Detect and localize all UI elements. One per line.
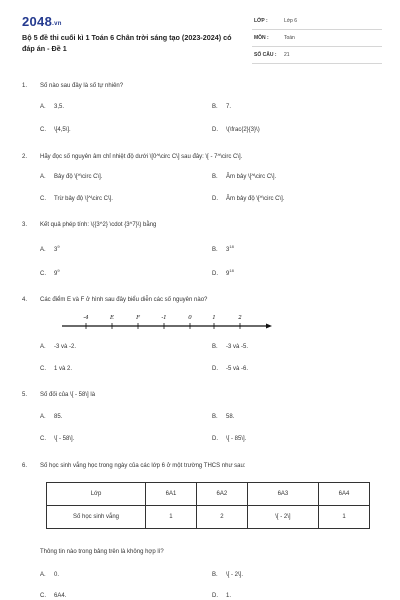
question-stem: Các điểm E và F ở hình sau đây biểu diễn các số nguyên nào? xyxy=(40,297,208,303)
q1-option-a[interactable]: A. 3,5. xyxy=(40,104,65,110)
table-cell: Lớp xyxy=(47,483,146,506)
q6-option-b[interactable]: B. \[ - 2\]. xyxy=(212,572,244,578)
q2-option-a[interactable]: A. Bảy độ \[^\circ C\]. xyxy=(40,174,103,180)
q5-option-b[interactable]: B. 58. xyxy=(212,414,235,420)
table-row xyxy=(47,506,370,529)
q5-option-c[interactable]: C. \[ - 58\]. xyxy=(40,436,75,442)
arrow-icon xyxy=(266,324,272,329)
q2-option-d[interactable]: D. Âm bảy độ \[^\circ C\]. xyxy=(212,196,285,202)
tick-label: 2 xyxy=(238,315,242,321)
q3-option-d[interactable]: D. $9^{18}$ xyxy=(212,268,234,277)
page-header xyxy=(0,0,400,70)
q2-option-c[interactable]: C. Trừ bảy độ \[^\circ C\]. xyxy=(40,196,113,202)
absence-table xyxy=(46,482,370,529)
table-cell: 1 xyxy=(319,506,370,529)
q6-option-d[interactable]: D. 1. xyxy=(212,593,232,599)
table-cell: 2 xyxy=(196,506,247,529)
table-cell: 6A2 xyxy=(196,483,247,506)
q1-option-d[interactable]: D. \(\frac{2}{3}\) xyxy=(212,127,260,133)
table-cell: \[ - 2\] xyxy=(247,506,318,529)
table-cell: 6A3 xyxy=(247,483,318,506)
q2-option-b[interactable]: B. Âm bảy \[^\circ C\]. xyxy=(212,174,277,180)
question-stem: Số nào sau đây là số tự nhiên? xyxy=(40,83,124,89)
exam-meta xyxy=(252,13,382,64)
tick-label-f: F xyxy=(136,315,140,321)
site-logo[interactable]: $2048_{.vn}$ xyxy=(22,14,62,29)
q6-option-c[interactable]: C. 6A4. xyxy=(40,593,67,599)
meta-count: SỐ CÂU : 21 xyxy=(252,47,382,64)
tick-label: 1 xyxy=(212,315,216,321)
q4-option-b[interactable]: B. -3 và -5. xyxy=(212,344,249,350)
tick-label: 0 xyxy=(188,315,192,321)
q4-option-d[interactable]: D. -5 và -6. xyxy=(212,366,249,372)
table-cell: Số học sinh vắng xyxy=(47,506,146,529)
q4-option-c[interactable]: C. 1 và 2. xyxy=(40,366,73,372)
q5-option-d[interactable]: D. \[ - 85\]. xyxy=(212,436,247,442)
question-stem: Số học sinh vắng học trong ngày của các lớp 6 ở một trường THCS như sau: xyxy=(40,463,246,469)
q3-option-c[interactable]: C. $9^9$ xyxy=(40,268,60,277)
table-cell: 1 xyxy=(146,506,197,529)
table-cell: 6A1 xyxy=(146,483,197,506)
table-cell: 6A4 xyxy=(319,483,370,506)
question-stem: Kết quả phép tính: \({3^2} \cdot {3^7}\) bằng xyxy=(40,222,157,228)
number-line-figure xyxy=(62,312,272,336)
tick-label: -1 xyxy=(161,315,167,321)
meta-subject: MÔN : Toán xyxy=(252,30,382,47)
q3-option-b[interactable]: B. $3^{18}$ xyxy=(212,244,234,253)
q6-option-a[interactable]: A. 0. xyxy=(40,572,60,578)
q4-option-a[interactable]: A. -3 và -2. xyxy=(40,344,77,350)
q5-option-a[interactable]: A. 85. xyxy=(40,414,63,420)
tick-label-e: E xyxy=(109,315,115,321)
page-title: Bộ 5 đề thi cuối kì 1 Toán 6 Chân trời sáng tạo (2023-2024) có đáp án - Đề 1 xyxy=(22,33,232,53)
question-stem: Số đối của \[ - 58\] là xyxy=(40,392,96,398)
tick-label: -4 xyxy=(83,315,89,321)
q3-option-a[interactable]: A. $3^9$ xyxy=(40,244,60,253)
q1-option-c[interactable]: C. \[4,5\]. xyxy=(40,127,71,133)
table-header-row xyxy=(47,483,370,506)
meta-class: LỚP : Lớp 6 xyxy=(252,13,382,30)
q1-option-b[interactable]: B. 7. xyxy=(212,104,232,110)
question-stem: Hãy đọc số nguyên âm chỉ nhiệt độ dưới \[0^\circ C\] sau đây: \[ - 7^\circ C\]. xyxy=(40,154,243,160)
